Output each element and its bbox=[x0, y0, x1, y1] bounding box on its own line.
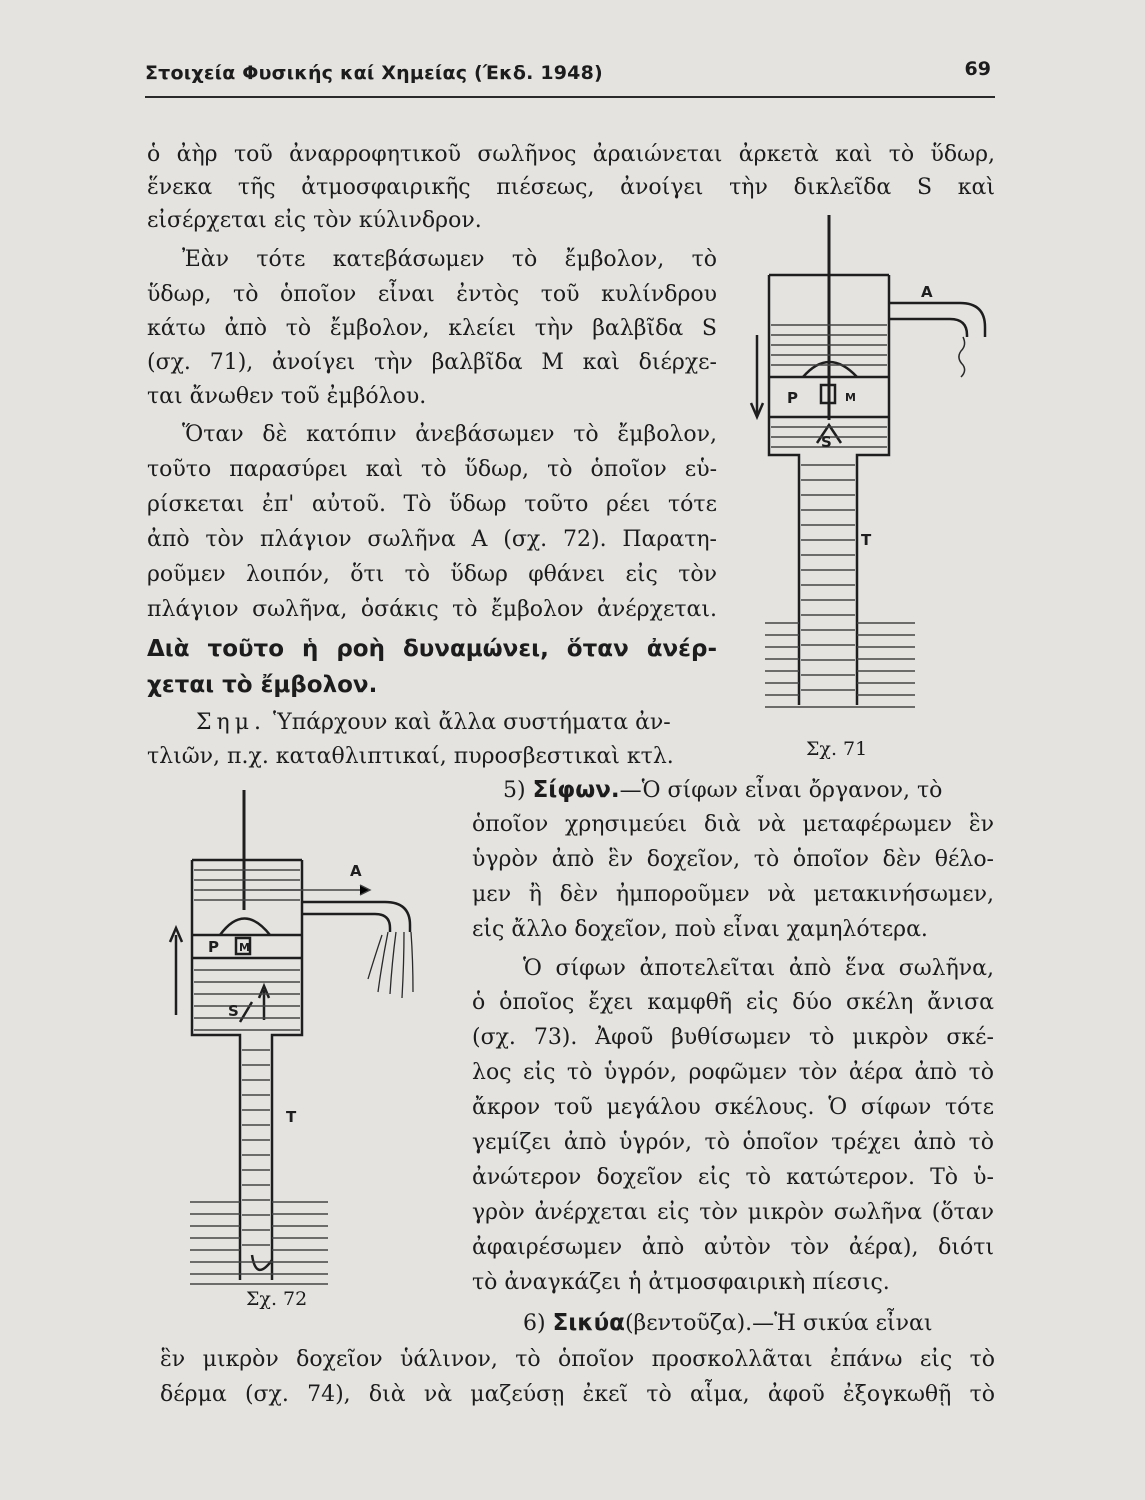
text-line: γρὸν ἀνέρχεται εἰς τὸν μικρὸν σωλῆνα (ὅταν bbox=[472, 1200, 994, 1225]
section-intro: —Ὁ σίφων εἶναι ὄργανον, τὸ bbox=[619, 778, 943, 803]
text-line: λος εἰς τὸ ὑγρόν, ροφῶμεν τὸν ἀέρα ἀπὸ τὸ bbox=[472, 1060, 994, 1085]
text-line: ὁποῖον χρησιμεύει διὰ νὰ μεταφέρωμεν ἓν bbox=[472, 812, 994, 837]
figure-72-caption: Σχ. 72 bbox=[246, 1288, 308, 1310]
label-m: M bbox=[845, 391, 856, 404]
section-heading-cupping bbox=[523, 1308, 933, 1339]
label-s: S bbox=[821, 433, 832, 451]
text-line: Ὅταν δὲ κατόπιν ἀνεβάσωμεν τὸ ἔμβολον, bbox=[182, 422, 717, 447]
label-a: A bbox=[921, 283, 933, 301]
text-line: τοῦτο παρασύρει καὶ τὸ ὕδωρ, τὸ ὁποῖον εὑ- bbox=[147, 457, 717, 482]
text-line: μεν ἢ δὲν ἠμποροῦμεν νὰ μετακινήσωμεν, bbox=[472, 882, 994, 907]
text-line: ἄκρον τοῦ μεγάλου σκέλους. Ὁ σίφων τότε bbox=[472, 1095, 994, 1120]
label-t: T bbox=[861, 531, 872, 549]
label-s: S bbox=[228, 1002, 239, 1020]
section-title: Σίφων. bbox=[532, 777, 620, 803]
label-p: P bbox=[787, 389, 798, 407]
text-line: ρίσκεται ἐπ' αὐτοῦ. Τὸ ὕδωρ τοῦτο ρέει τότε bbox=[147, 492, 717, 517]
section-number: 6) bbox=[523, 1311, 546, 1336]
text-line: ἓν μικρὸν δοχεῖον ὑάλινον, τὸ ὁποῖον προσκολλᾶται ἐπάνω εἰς τὸ bbox=[160, 1347, 995, 1372]
text-line: ὑγρὸν ἀπὸ ἓν δοχεῖον, τὸ ὁποῖον δὲν θέλο- bbox=[472, 847, 994, 872]
text-line: ἀπὸ τὸν πλάγιον σωλῆνα Α (σχ. 72). Παρατη- bbox=[147, 527, 717, 552]
text-line: ὕδωρ, τὸ ὁποῖον εἶναι ἐντὸς τοῦ κυλίνδρου bbox=[147, 282, 717, 307]
section-title: Σικύα bbox=[552, 1310, 625, 1336]
section-intro: (βεντοῦζα).—Ἡ σικύα εἶναι bbox=[624, 1311, 933, 1336]
figure-71-pump-diagram bbox=[745, 215, 995, 715]
label-p: P bbox=[208, 938, 219, 956]
text-line: (σχ. 71), ἀνοίγει τὴν βαλβῖδα Μ καὶ διέρχε- bbox=[147, 350, 717, 375]
page-number: 69 bbox=[964, 58, 991, 80]
section-heading-siphon bbox=[503, 775, 942, 806]
text-line: ὁ ἀὴρ τοῦ ἀναρροφητικοῦ σωλῆνος ἀραιώνεται ἀρκετὰ καὶ τὸ ὕδωρ, bbox=[147, 142, 995, 167]
text-line: δέρμα (σχ. 74), διὰ νὰ μαζεύσῃ ἐκεῖ τὸ αἷμα, ἀφοῦ ἐξογκωθῇ τὸ bbox=[160, 1382, 995, 1407]
text-line: πλάγιον σωλῆνα, ὁσάκις τὸ ἔμβολον ἀνέρχεται. bbox=[147, 597, 717, 622]
label-a: A bbox=[350, 862, 362, 880]
text-line: τὸ ἀναγκάζει ἡ ἀτμοσφαιρικὴ πίεσις. bbox=[472, 1270, 890, 1295]
label-m: M bbox=[239, 941, 250, 954]
running-header bbox=[145, 58, 995, 98]
text-line: κάτω ἀπὸ τὸ ἔμβολον, κλείει τὴν βαλβῖδα S bbox=[147, 316, 717, 341]
text-line: ἀνώτερον δοχεῖον εἰς τὸ κατώτερον. Τὸ ὑ- bbox=[472, 1165, 994, 1190]
text-line: ἀφαιρέσωμεν ἀπὸ αὐτὸν τὸν ἀέρα), διότι bbox=[472, 1235, 994, 1260]
note-line: τλιῶν, π.χ. καταθλιπτικαί, πυροσβεστικαὶ κτλ. bbox=[147, 744, 674, 769]
text-line: γεμίζει ἀπὸ ὑγρόν, τὸ ὁποῖον τρέχει ἀπὸ τὸ bbox=[472, 1130, 994, 1155]
text-line: Ἐὰν τότε κατεβάσωμεν τὸ ἔμβολον, τὸ bbox=[182, 247, 717, 272]
header-title: Στοιχεία Φυσικής καί Χημείας (Έκδ. 1948) bbox=[145, 62, 603, 84]
text-line: ἕνεκα τῆς ἀτμοσφαιρικῆς πιέσεως, ἀνοίγει τὴν δικλεῖδα S καὶ bbox=[147, 175, 995, 200]
figure-71-caption: Σχ. 71 bbox=[806, 738, 868, 760]
text-line: (σχ. 73). Ἀφοῦ βυθίσωμεν τὸ μικρὸν σκέ- bbox=[472, 1025, 994, 1050]
section-number: 5) bbox=[503, 778, 526, 803]
text-line: εἰς ἄλλο δοχεῖον, ποὺ εἶναι χαμηλότερα. bbox=[472, 917, 928, 942]
note-line bbox=[196, 708, 671, 738]
text-line: ὁ ὁποῖος ἔχει καμφθῆ εἰς δύο σκέλη ἄνισα bbox=[472, 990, 994, 1015]
text-line: ροῦμεν λοιπόν, ὅτι τὸ ὕδωρ φθάνει εἰς τὸν bbox=[147, 562, 717, 587]
note-text: Ὑπάρχουν καὶ ἄλλα συστήματα ἀν- bbox=[273, 710, 671, 735]
bold-statement: χεται τὸ ἔμβολον. bbox=[147, 672, 378, 698]
text-line: ται ἄνωθεν τοῦ ἐμβόλου. bbox=[147, 384, 427, 409]
figure-72-pump-diagram bbox=[160, 790, 450, 1290]
text-line: Ὁ σίφων ἀποτελεῖται ἀπὸ ἕνα σωλῆνα, bbox=[523, 956, 994, 981]
bold-statement: Διὰ τοῦτο ἡ ροὴ δυναμώνει, ὅταν ἀνέρ- bbox=[147, 636, 717, 662]
text-line: εἰσέρχεται εἰς τὸν κύλινδρον. bbox=[147, 208, 482, 233]
note-label: Σημ. bbox=[196, 710, 267, 735]
label-t: T bbox=[286, 1108, 297, 1126]
